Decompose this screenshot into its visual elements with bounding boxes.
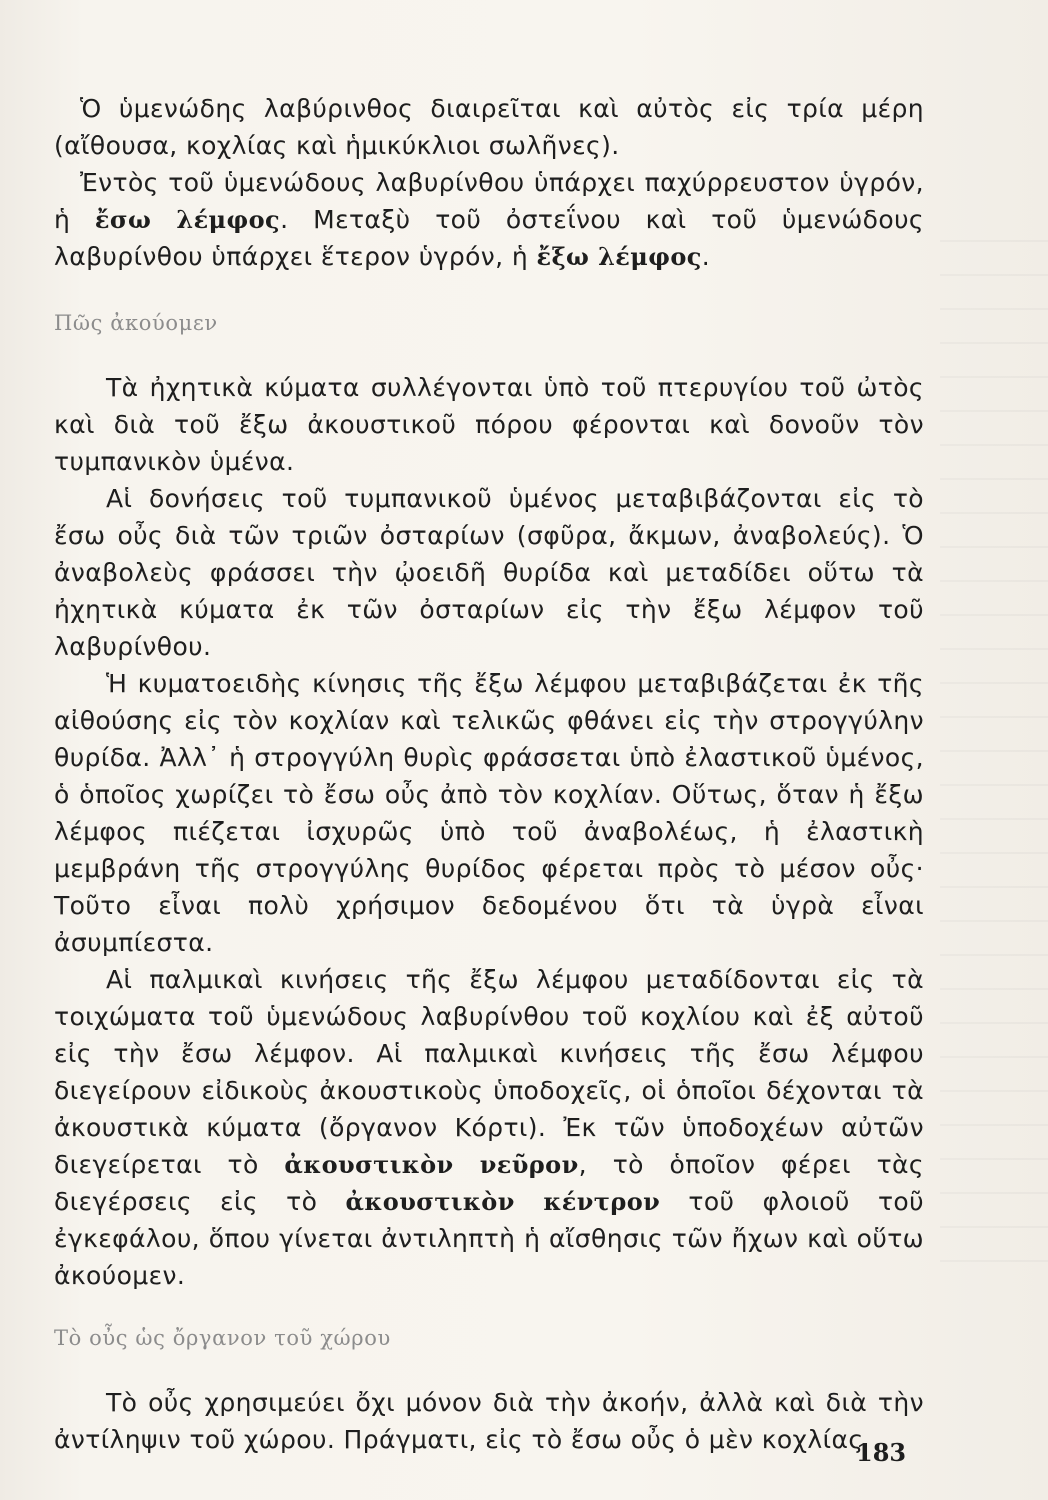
paragraph-space-perception: Τὸ οὖς χρησιμεύει ὄχι μόνον διὰ τὴν ἀκοήν, ἀλλὰ καὶ διὰ τὴν ἀντίληψιν τοῦ χώρου. Πράγματι, εἰς τὸ ἔσω οὖς ὁ μὲν κοχλίας	[54, 1388, 924, 1454]
text-block	[54, 90, 924, 1458]
text-run: . Μεταξὺ τοῦ ὀστεΐνου καὶ τοῦ ὑμενώδους λαβυρίνθου ὑπάρχει ἕτερον ὑγρόν, ἡ	[54, 205, 925, 271]
term-acoustic-center: ἀκουστικὸν κέντρον	[345, 1187, 661, 1216]
section-heading-how-we-hear: Πῶς ἀκούομεν	[54, 311, 218, 335]
term-acoustic-nerve: ἀκουστικὸν νεῦρον	[284, 1150, 579, 1179]
paragraph-ossicles: Αἱ δονήσεις τοῦ τυμπανικοῦ ὑμένος μεταβιβάζονται εἰς τὸ ἔσω οὖς διὰ τῶν τριῶν ὀσταρίων (σφῦρα, ἄκμων, ἀναβολεύς). Ὁ ἀναβολεὺς φράσσει τὴν ᾠοειδῆ θυρίδα καὶ μεταδίδει οὕτω τὰ ἠχητικὰ κύματα ἐκ τῶν ὀσταρίων εἰς τὴν ἔξω λέμφον τοῦ λαβυρίνθου.	[54, 484, 924, 661]
paragraph-acoustic-nerve	[54, 961, 924, 1294]
paragraph-membranous-labyrinth: Ὁ ὑμενώδης λαβύρινθος διαιρεῖται καὶ αὐτὸς εἰς τρία μέρη (αἴθουσα, κοχλίας καὶ ἡμικύκλιοι σωλῆνες).	[54, 94, 924, 160]
page-number: 183	[856, 1438, 907, 1467]
paragraph-lymph	[54, 164, 924, 275]
paragraph-sound-waves: Τὰ ἠχητικὰ κύματα συλλέγονται ὑπὸ τοῦ πτερυγίου τοῦ ὠτὸς καὶ διὰ τοῦ ἔξω ἀκουστικοῦ πόρου φέρονται καὶ δονοῦν τὸν τυμπανικὸν ὑμένα.	[54, 373, 924, 476]
text-run: , τὸ ὁποῖον φέρει τὰς διεγέρσεις εἰς τὸ	[54, 1150, 924, 1216]
show-through-shadow	[940, 240, 1048, 1290]
section-heading-ear-space-organ: Τὸ οὖς ὡς ὄργανον τοῦ χώρου	[54, 1326, 391, 1350]
paragraph-round-window: Ἡ κυματοειδὴς κίνησις τῆς ἔξω λέμφου μεταβιβάζεται ἐκ τῆς αἰθούσης εἰς τὸν κοχλίαν καὶ τελικῶς φθάνει εἰς τὴν στρογγύλην θυρίδα. Ἀλλ᾽ ἡ στρογγύλη θυρὶς φράσσεται ὑπὸ ἐλαστικοῦ ὑμένος, ὁ ὁποῖος χωρίζει τὸ ἔσω οὖς ἀπὸ τὸν κοχλίαν. Οὕτως, ὅταν ἡ ἔξω λέμφος πιέζεται ἰσχυρῶς ὑπὸ τοῦ ἀναβολέως, ἡ ἐλαστικὴ μεμβράνη τῆς στρογγύλης θυρίδος φέρεται πρὸς τὸ μέσον οὖς· Τοῦτο εἶναι πολὺ χρήσιμον δεδομένου ὅτι τὰ ὑγρὰ εἶναι ἀσυμπίεστα.	[54, 669, 924, 957]
text-run: .	[701, 242, 711, 271]
text-run: Αἱ παλμικαὶ κινήσεις τῆς ἔξω λέμφου μεταδίδονται εἰς τὰ τοιχώματα τοῦ ὑμενώδους λαβυρίνθου τοῦ κοχλίου καὶ ἐξ αὐτοῦ εἰς τὴν ἔσω λέμφον. Αἱ παλμικαὶ κινήσεις τῆς ἔσω λέμφου διεγείρουν εἰδικοὺς ἀκουστικοὺς ὑποδοχεῖς, οἱ ὁποῖοι δέχονται τὰ ἀκουστικὰ κύματα (ὄργανον Κόρτι). Ἐκ τῶν ὑποδοχέων αὐτῶν διεγείρεται τὸ	[54, 965, 924, 1179]
text-run: τοῦ φλοιοῦ τοῦ ἐγκεφάλου, ὅπου γίνεται ἀντιληπτὴ ἡ αἴσθησις τῶν ἤχων καὶ οὕτω ἀκούομεν.	[54, 1187, 924, 1290]
term-perilymph: ἔξω λέμφος	[536, 242, 702, 271]
text-run: Ἐντὸς τοῦ ὑμενώδους λαβυρίνθου ὑπάρχει παχύρρευστον ὑγρόν, ἡ	[54, 168, 924, 234]
term-endolymph: ἔσω λέμφος	[94, 205, 281, 234]
